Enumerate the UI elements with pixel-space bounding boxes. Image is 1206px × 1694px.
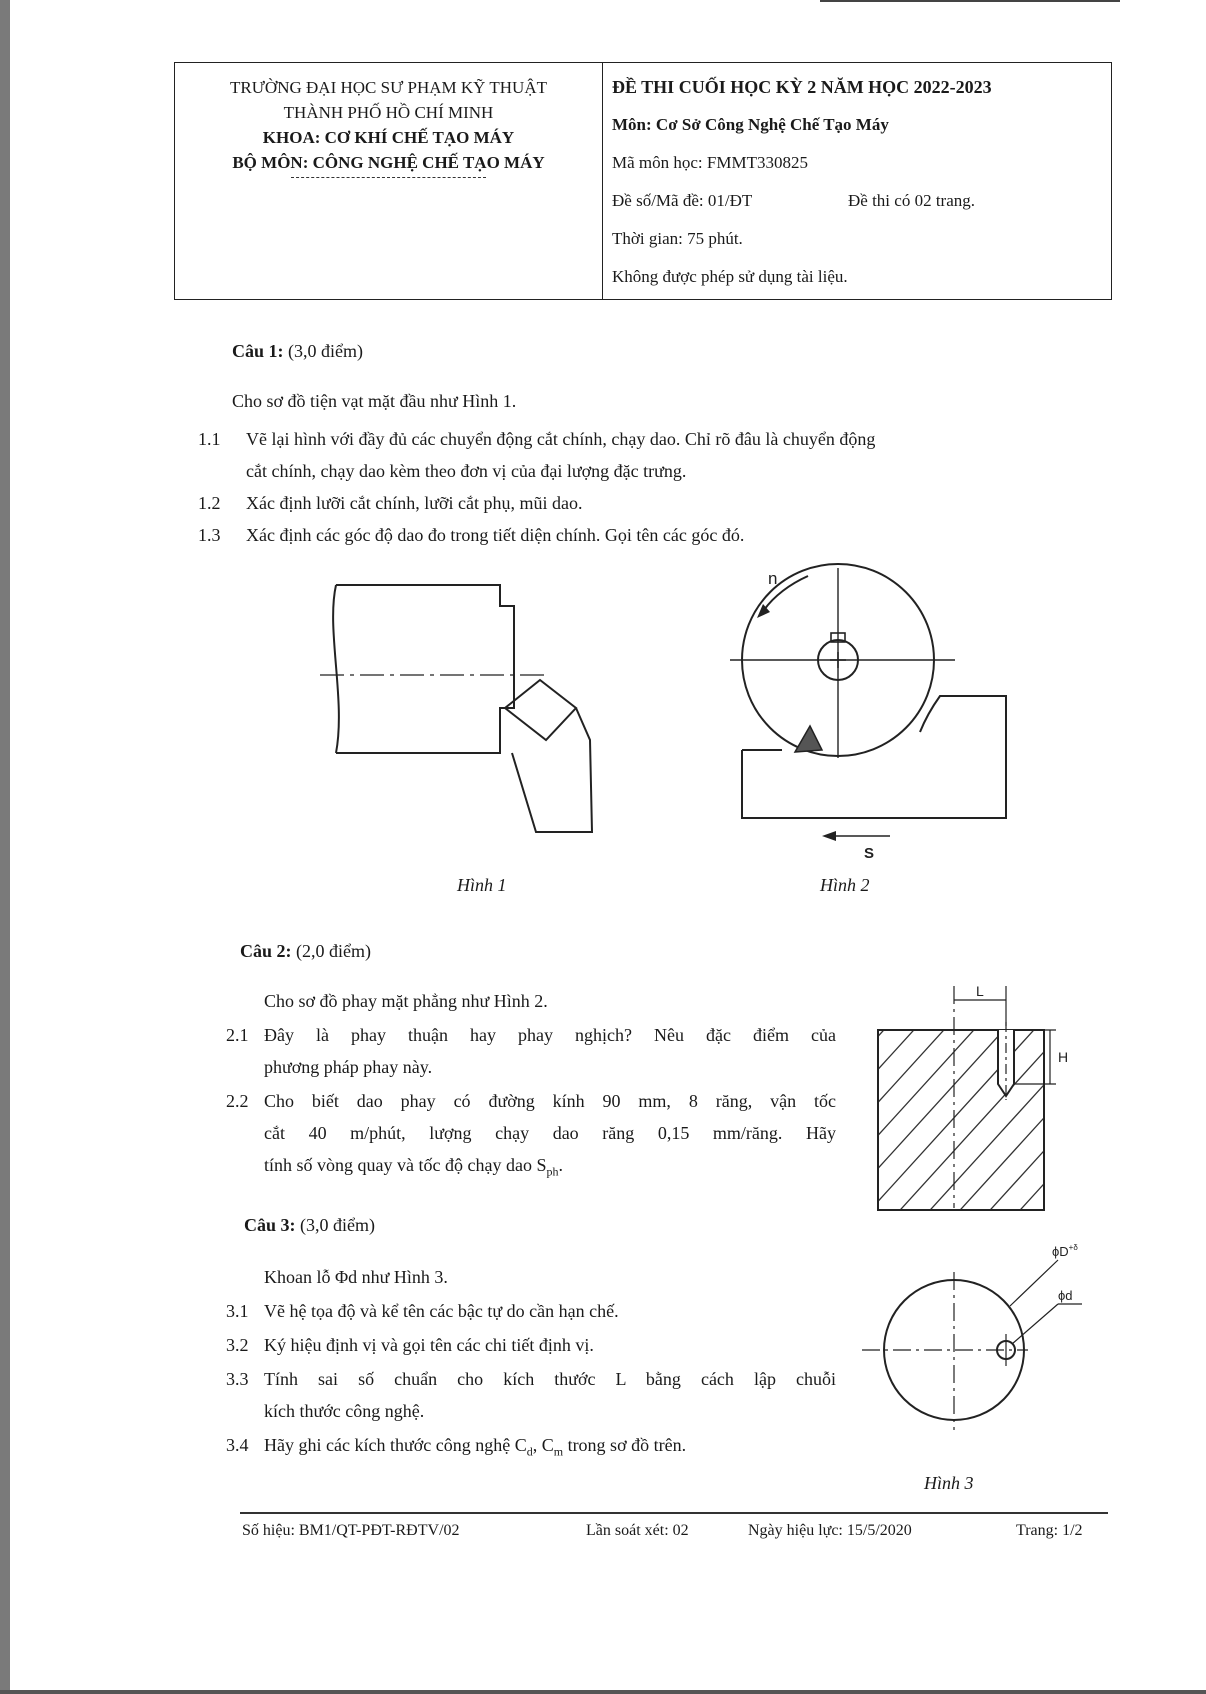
q1-heading <box>232 340 363 362</box>
faculty: KHOA: CƠ KHÍ CHẾ TẠO MÁY <box>262 128 515 147</box>
q1-item-text: Xác định lưỡi cắt chính, lưỡi cắt phụ, mũi dao. <box>246 493 583 513</box>
q3-text-part: , C <box>532 1435 554 1455</box>
q3-item-number: 3.2 <box>226 1335 249 1355</box>
footer-page-number: Trang: 1/2 <box>1016 1522 1083 1539</box>
q1-intro: Cho sơ đồ tiện vạt mặt đầu như Hình 1. <box>232 391 517 411</box>
scan-bottom-edge <box>0 1690 1206 1694</box>
q3-text-part: Hãy ghi các kích thước công nghệ C <box>264 1435 527 1455</box>
q2-item-number: 2.1 <box>226 1025 249 1045</box>
institution-block <box>175 63 603 299</box>
q1-item-number: 1.2 <box>198 493 221 513</box>
scan-edge <box>0 0 10 1694</box>
q3-item-text: Ký hiệu định vị và gọi tên các chi tiết định vị. <box>264 1335 594 1355</box>
figure-3-caption: Hình 3 <box>924 1473 974 1493</box>
q2-item-text: Đây là phay thuận hay phay nghịch? Nêu đặc điểm của <box>264 1025 836 1045</box>
q3-item-text-cont: kích thước công nghệ. <box>264 1401 425 1421</box>
dimension-L-label: L <box>976 983 984 999</box>
cutting-tool-tip <box>505 680 576 740</box>
q1-label: Câu 1: <box>232 341 284 361</box>
q2-feed-end: . <box>558 1155 563 1175</box>
q3-item-number: 3.4 <box>226 1435 249 1455</box>
q2-item-text-cont <box>264 1154 563 1183</box>
university-line2: THÀNH PHỐ HỒ CHÍ MINH <box>283 103 494 122</box>
footer-rule <box>240 1512 1108 1514</box>
diameter-D-label <box>1052 1243 1078 1259</box>
subject-line <box>612 115 889 135</box>
diameter-d-label: ϕd <box>1058 1288 1073 1303</box>
figure-1-caption: Hình 1 <box>457 875 507 895</box>
workpiece-block <box>742 696 1006 818</box>
dimension-H-label: H <box>1058 1049 1069 1065</box>
q1-item-text: Vẽ lại hình với đầy đủ các chuyển động cắt chính, chạy dao. Chỉ rõ đâu là chuyển động <box>246 429 876 449</box>
footer-revision: Lần soát xét: 02 <box>586 1522 689 1539</box>
feed-label-s: S <box>864 845 875 862</box>
exam-header <box>174 62 1112 300</box>
q3-item-number: 3.1 <box>226 1301 249 1321</box>
figure-1-facing-diagram <box>300 570 620 860</box>
duration: Thời gian: 75 phút. <box>612 229 743 248</box>
q1-item-number: 1.3 <box>198 525 221 545</box>
figure-3-drilling-diagram <box>862 982 1108 1452</box>
q3-text-part: trong sơ đồ trên. <box>563 1435 687 1455</box>
q3-heading <box>244 1214 375 1236</box>
diameter-D-tolerance: +δ <box>1068 1243 1078 1252</box>
q2-feed-subscript: ph <box>546 1164 559 1179</box>
q1-points: (3,0 điểm) <box>288 341 363 361</box>
page-count: Đề thi có 02 trang. <box>848 191 975 210</box>
feed-arrow-head <box>822 831 836 841</box>
diameter-D-text: ϕD <box>1052 1244 1069 1259</box>
q3-points: (3,0 điểm) <box>300 1215 375 1235</box>
q3-item-text: Vẽ hệ tọa độ và kể tên các bậc tự do cần hạn chế. <box>264 1301 619 1321</box>
department: BỘ MÔN: CÔNG NGHỆ CHẾ TẠO MÁY <box>232 153 545 172</box>
leader-D <box>1010 1260 1058 1306</box>
footer-effective-date: Ngày hiệu lực: 15/5/2020 <box>748 1522 912 1539</box>
q3-subscript-d: d <box>526 1444 533 1459</box>
university-line1: TRƯỜNG ĐẠI HỌC SƯ PHẠM KỸ THUẬT <box>230 78 547 97</box>
figure-2-milling-diagram <box>730 560 1030 860</box>
q3-item-text: Tính sai số chuẩn cho kích thước L bằng cách lập chuỗi <box>264 1369 836 1389</box>
q3-item-number: 3.3 <box>226 1369 249 1389</box>
cutter-tooth <box>795 726 822 752</box>
subject-label: Môn: <box>612 115 652 134</box>
q2-points: (2,0 điểm) <box>296 941 371 961</box>
q2-item-text: Cho biết dao phay có đường kính 90 mm, 8 răng, vận tốc <box>264 1091 836 1111</box>
exam-code: Đề số/Mã đề: 01/ĐT <box>612 191 753 210</box>
figure-2-caption: Hình 2 <box>820 875 870 895</box>
q3-label: Câu 3: <box>244 1215 296 1235</box>
q3-intro: Khoan lỗ Φd như Hình 3. <box>264 1267 448 1287</box>
q2-item-text-cont: phương pháp phay này. <box>264 1057 433 1077</box>
q2-feed-text: tính số vòng quay và tốc độ chạy dao S <box>264 1155 547 1175</box>
q2-item-number: 2.2 <box>226 1091 249 1111</box>
q1-item-text-cont: cắt chính, chạy dao kèm theo đơn vị của đại lượng đặc trưng. <box>246 461 687 481</box>
course-code: Mã môn học: FMMT330825 <box>612 153 808 172</box>
workpiece-break-line <box>333 585 339 753</box>
exam-title: ĐỀ THI CUỐI HỌC KỲ 2 NĂM HỌC 2022-2023 <box>612 77 992 97</box>
tool-shank <box>512 708 592 832</box>
q2-item-text-cont: cắt 40 m/phút, lượng chạy dao răng 0,15 mm/răng. Hãy <box>264 1123 836 1143</box>
q3-subscript-m: m <box>553 1444 564 1459</box>
q3-item-text <box>264 1434 686 1463</box>
subject: Cơ Sở Công Nghệ Chế Tạo Máy <box>655 115 889 134</box>
workpiece-outline <box>336 585 514 753</box>
top-rule <box>820 0 1120 2</box>
q1-item-text: Xác định các góc độ dao đo trong tiết diện chính. Gọi tên các góc đó. <box>246 525 745 545</box>
rotation-label-n: n <box>768 569 778 588</box>
workpiece-section <box>878 1030 1044 1210</box>
q2-intro: Cho sơ đồ phay mặt phẳng như Hình 2. <box>264 991 548 1011</box>
materials-rule: Không được phép sử dụng tài liệu. <box>612 267 848 286</box>
q2-label: Câu 2: <box>240 941 292 961</box>
q2-heading <box>240 940 371 962</box>
divider-dashes <box>291 177 486 178</box>
footer-doc-code: Số hiệu: BM1/QT-PĐT-RĐTV/02 <box>242 1522 460 1539</box>
q1-item-number: 1.1 <box>198 429 221 449</box>
